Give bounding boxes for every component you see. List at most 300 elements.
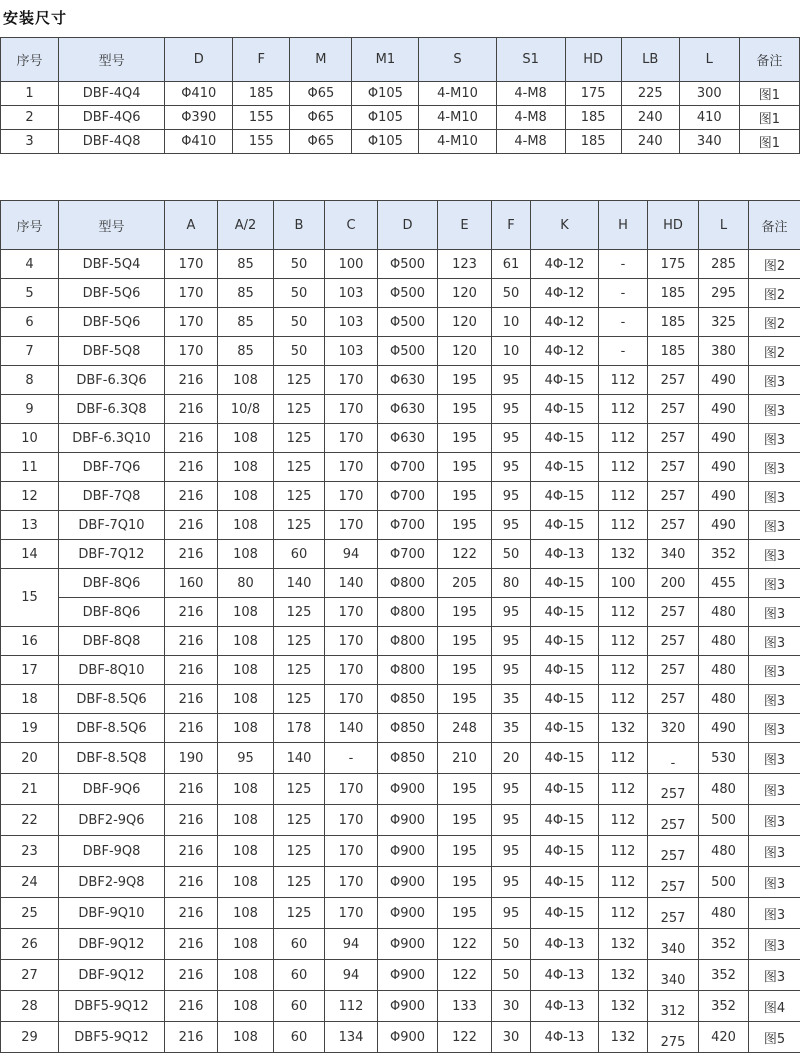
table-cell: 170 [325, 867, 378, 898]
table-row [1, 627, 800, 656]
table-cell: 30 [492, 991, 531, 1022]
table-cell: 4-M8 [496, 130, 565, 154]
table-cell: 94 [325, 960, 378, 991]
column-header: LB [621, 38, 679, 82]
table-cell: 1 [1, 82, 59, 106]
table-row [1, 482, 800, 511]
table-cell: 图3 [749, 960, 800, 991]
table-cell: 170 [165, 250, 218, 279]
table-cell: Φ900 [378, 867, 438, 898]
table-cell: 图3 [749, 685, 800, 714]
table-cell: 257 [648, 511, 699, 540]
table-cell: 50 [274, 250, 325, 279]
table-cell: 216 [165, 511, 218, 540]
table-cell: 257 [648, 598, 699, 627]
table-cell: 95 [492, 898, 531, 929]
table-cell: 123 [438, 250, 492, 279]
table-cell: 490 [699, 511, 749, 540]
table-cell: 257 [648, 898, 699, 929]
table-cell: 29 [1, 1022, 59, 1053]
table-cell: 275 [648, 1022, 699, 1053]
table-cell: 112 [599, 774, 648, 805]
table-cell: Φ65 [290, 130, 352, 154]
table-cell: 216 [165, 482, 218, 511]
table-cell: 185 [648, 308, 699, 337]
table-cell: Φ630 [378, 395, 438, 424]
table-cell: 175 [648, 250, 699, 279]
table-cell: 175 [565, 82, 621, 106]
table-cell: 95 [492, 836, 531, 867]
table-cell: 85 [218, 250, 274, 279]
table-row [1, 929, 800, 960]
table-cell: Φ700 [378, 453, 438, 482]
table-cell: 195 [438, 366, 492, 395]
table-cell: 108 [218, 656, 274, 685]
table-cell: 122 [438, 540, 492, 569]
table-cell: Φ900 [378, 836, 438, 867]
table-cell: Φ900 [378, 1022, 438, 1053]
column-header: S1 [496, 38, 565, 82]
table-cell: 216 [165, 424, 218, 453]
table-cell: 4Φ-15 [531, 685, 599, 714]
table-cell: Φ105 [352, 130, 419, 154]
table-cell: 480 [699, 627, 749, 656]
table-cell: 22 [1, 805, 59, 836]
table-cell: 455 [699, 569, 749, 598]
table-cell: 216 [165, 991, 218, 1022]
table-cell: 108 [218, 774, 274, 805]
table-cell: 4Φ-13 [531, 960, 599, 991]
table-cell: 132 [599, 540, 648, 569]
table-row [1, 337, 800, 366]
table-cell: 图4 [749, 991, 800, 1022]
table-cell: 170 [325, 627, 378, 656]
table-cell: 195 [438, 424, 492, 453]
table-cell: DBF2-9Q6 [59, 805, 165, 836]
table-cell: Φ700 [378, 511, 438, 540]
table-cell: 125 [274, 627, 325, 656]
table-row [1, 960, 800, 991]
table-cell: DBF-9Q12 [59, 960, 165, 991]
table-cell: 108 [218, 511, 274, 540]
dimensions-table-2 [0, 200, 800, 1053]
table-cell: 140 [274, 569, 325, 598]
table-cell: 108 [218, 991, 274, 1022]
table-cell: 4Φ-15 [531, 598, 599, 627]
table-cell: 7 [1, 337, 59, 366]
table-row [1, 395, 800, 424]
table-cell: - [325, 743, 378, 774]
table-cell: 295 [699, 279, 749, 308]
table-cell: 60 [274, 540, 325, 569]
table-cell: 图3 [749, 805, 800, 836]
table-cell: Φ900 [378, 898, 438, 929]
table-cell: 11 [1, 453, 59, 482]
table-cell: 195 [438, 511, 492, 540]
table-cell: 352 [699, 991, 749, 1022]
table-cell: 108 [218, 1022, 274, 1053]
table-cell: 170 [325, 395, 378, 424]
table-cell: 125 [274, 424, 325, 453]
table-cell: 216 [165, 627, 218, 656]
table-cell: Φ500 [378, 279, 438, 308]
table-cell: 28 [1, 991, 59, 1022]
table-cell: 108 [218, 929, 274, 960]
table-cell: 185 [648, 337, 699, 366]
table-cell: 108 [218, 867, 274, 898]
table-cell: 图3 [749, 867, 800, 898]
table-cell: 23 [1, 836, 59, 867]
table-cell: DBF-6.3Q6 [59, 366, 165, 395]
table-cell: 3 [1, 130, 59, 154]
table-cell: 25 [1, 898, 59, 929]
table-cell: Φ410 [165, 82, 233, 106]
table-cell: 24 [1, 867, 59, 898]
table-cell: 178 [274, 714, 325, 743]
table-cell: 195 [438, 656, 492, 685]
table-cell: 图3 [749, 898, 800, 929]
table-cell: 120 [438, 337, 492, 366]
table-row [1, 1022, 800, 1053]
column-header: 备注 [749, 201, 800, 250]
table-cell: 图3 [749, 929, 800, 960]
table-cell: 140 [325, 569, 378, 598]
table-cell: 8 [1, 366, 59, 395]
table-cell: 112 [599, 453, 648, 482]
table-row [1, 424, 800, 453]
table-cell: 图3 [749, 453, 800, 482]
table-cell: 4Φ-13 [531, 540, 599, 569]
table-cell: 170 [325, 424, 378, 453]
table-cell: 132 [599, 991, 648, 1022]
table-cell: DBF-8Q6 [59, 569, 165, 598]
column-header: H [599, 201, 648, 250]
column-header: F [492, 201, 531, 250]
column-header: D [378, 201, 438, 250]
table-cell: DBF5-9Q12 [59, 991, 165, 1022]
table-cell: 170 [325, 836, 378, 867]
table-cell: 125 [274, 805, 325, 836]
column-header: L [679, 38, 739, 82]
table-cell: DBF-5Q6 [59, 308, 165, 337]
table-cell: 50 [492, 960, 531, 991]
table-cell: 185 [565, 130, 621, 154]
table-cell: 14 [1, 540, 59, 569]
table-cell: 图2 [749, 337, 800, 366]
table-cell: 26 [1, 929, 59, 960]
table-cell: 4Φ-12 [531, 308, 599, 337]
table-cell: Φ900 [378, 960, 438, 991]
table-cell: 195 [438, 453, 492, 482]
column-header: C [325, 201, 378, 250]
table-cell: 125 [274, 395, 325, 424]
table-cell: 95 [492, 774, 531, 805]
table-cell: 132 [599, 929, 648, 960]
table-cell: 4Φ-15 [531, 743, 599, 774]
table-cell: 95 [492, 366, 531, 395]
table-cell: 112 [599, 424, 648, 453]
table-cell: 图3 [749, 598, 800, 627]
column-header: L [699, 201, 749, 250]
table-cell: 4-M10 [419, 106, 496, 130]
table-cell: Φ390 [165, 106, 233, 130]
table-cell: 140 [274, 743, 325, 774]
table-cell: 216 [165, 805, 218, 836]
table-cell: 图1 [739, 106, 799, 130]
table-cell: 103 [325, 279, 378, 308]
table-cell: 112 [599, 482, 648, 511]
table-cell: 112 [599, 366, 648, 395]
table-cell: 图3 [749, 540, 800, 569]
table-cell: Φ900 [378, 929, 438, 960]
table-cell: 15 [1, 569, 59, 627]
column-header: HD [565, 38, 621, 82]
table-cell: 132 [599, 714, 648, 743]
table-row [1, 540, 800, 569]
table-cell: 380 [699, 337, 749, 366]
table-cell: 490 [699, 453, 749, 482]
table-cell: 125 [274, 366, 325, 395]
table-cell: 257 [648, 685, 699, 714]
column-header: E [438, 201, 492, 250]
table-cell: Φ500 [378, 308, 438, 337]
table-cell: 195 [438, 482, 492, 511]
column-header: B [274, 201, 325, 250]
table-cell: 35 [492, 685, 531, 714]
table-cell: Φ630 [378, 366, 438, 395]
table-cell: DBF2-9Q8 [59, 867, 165, 898]
table-cell: 112 [599, 598, 648, 627]
table-cell: 4Φ-15 [531, 424, 599, 453]
table-header-row [1, 201, 800, 250]
table-cell: 50 [274, 308, 325, 337]
table-cell: 340 [648, 929, 699, 960]
table-cell: 480 [699, 598, 749, 627]
table-cell: DBF-7Q10 [59, 511, 165, 540]
table-cell: 112 [599, 627, 648, 656]
table-cell: 4Φ-15 [531, 569, 599, 598]
table-cell: 112 [599, 511, 648, 540]
table-cell: 216 [165, 656, 218, 685]
table-cell: 216 [165, 836, 218, 867]
table-cell: 95 [492, 424, 531, 453]
table-cell: 257 [648, 867, 699, 898]
table-cell: 240 [621, 130, 679, 154]
table-cell: 94 [325, 540, 378, 569]
table-cell: DBF-8Q6 [59, 598, 165, 627]
table-cell: 480 [699, 898, 749, 929]
table-cell: 480 [699, 836, 749, 867]
table-cell: 10 [492, 337, 531, 366]
table-cell: 170 [325, 366, 378, 395]
table-cell: 490 [699, 366, 749, 395]
table-cell: 4Φ-15 [531, 867, 599, 898]
table-cell: 257 [648, 453, 699, 482]
table-cell: 100 [325, 250, 378, 279]
table-cell: 85 [218, 337, 274, 366]
table-cell: 108 [218, 482, 274, 511]
table-cell: 图3 [749, 482, 800, 511]
table-cell: Φ800 [378, 656, 438, 685]
table-cell: 图3 [749, 627, 800, 656]
table-cell: Φ900 [378, 805, 438, 836]
table-cell: DBF5-9Q12 [59, 1022, 165, 1053]
table-cell: 4Φ-15 [531, 714, 599, 743]
table-cell: 125 [274, 511, 325, 540]
column-header: 型号 [59, 38, 165, 82]
table-cell: DBF-9Q12 [59, 929, 165, 960]
column-header: 序号 [1, 38, 59, 82]
table-cell: DBF-8.5Q6 [59, 714, 165, 743]
table-cell: 170 [325, 598, 378, 627]
table-cell: 170 [325, 898, 378, 929]
table-cell: 图3 [749, 424, 800, 453]
table-cell: 13 [1, 511, 59, 540]
table-cell: 95 [492, 482, 531, 511]
table-cell: Φ65 [290, 82, 352, 106]
table-cell: 4-M10 [419, 130, 496, 154]
table-cell: 10 [492, 308, 531, 337]
table-cell: 352 [699, 929, 749, 960]
table-cell: DBF-9Q6 [59, 774, 165, 805]
table-cell: 95 [492, 656, 531, 685]
table-cell: 95 [492, 453, 531, 482]
table-cell: DBF-4Q8 [59, 130, 165, 154]
table-cell: 132 [599, 1022, 648, 1053]
table-row [1, 898, 800, 929]
table-cell: 170 [165, 279, 218, 308]
table-cell: 122 [438, 929, 492, 960]
table-cell: 9 [1, 395, 59, 424]
table-cell: 108 [218, 836, 274, 867]
table-cell: 155 [233, 130, 290, 154]
table-cell: 195 [438, 685, 492, 714]
table-cell: 27 [1, 960, 59, 991]
table-cell: 12 [1, 482, 59, 511]
table-cell: 325 [699, 308, 749, 337]
table-cell: Φ105 [352, 82, 419, 106]
table-cell: 160 [165, 569, 218, 598]
table-cell: 19 [1, 714, 59, 743]
table-cell: 图3 [749, 774, 800, 805]
table-cell: DBF-8Q8 [59, 627, 165, 656]
table-cell: Φ500 [378, 337, 438, 366]
column-header: M [290, 38, 352, 82]
table-cell: 216 [165, 540, 218, 569]
table-cell: 图3 [749, 395, 800, 424]
table-header-row [1, 38, 800, 82]
table-cell: - [599, 250, 648, 279]
table-cell: 112 [599, 743, 648, 774]
table-cell: 185 [233, 82, 290, 106]
table-cell: 240 [621, 106, 679, 130]
column-header: D [165, 38, 233, 82]
table-cell: 4Φ-12 [531, 279, 599, 308]
table-cell: 18 [1, 685, 59, 714]
table-cell: Φ800 [378, 569, 438, 598]
table-cell: 60 [274, 929, 325, 960]
table-cell: 95 [492, 805, 531, 836]
table-cell: 30 [492, 1022, 531, 1053]
table-cell: 2 [1, 106, 59, 130]
table-cell: 108 [218, 714, 274, 743]
table-cell: DBF-6.3Q8 [59, 395, 165, 424]
table-cell: 10 [1, 424, 59, 453]
table-cell: 195 [438, 836, 492, 867]
column-header: M1 [352, 38, 419, 82]
table-cell: 257 [648, 366, 699, 395]
table-row [1, 279, 800, 308]
table-cell: 170 [325, 482, 378, 511]
table-cell: 图3 [749, 714, 800, 743]
table-cell: 195 [438, 598, 492, 627]
table-row [1, 714, 800, 743]
table-cell: 108 [218, 453, 274, 482]
table-cell: 图1 [739, 82, 799, 106]
table-cell: 80 [218, 569, 274, 598]
table-cell: 20 [1, 743, 59, 774]
table-cell: Φ410 [165, 130, 233, 154]
table-cell: 257 [648, 627, 699, 656]
table-cell: 122 [438, 1022, 492, 1053]
table-cell: Φ700 [378, 540, 438, 569]
table-cell: 225 [621, 82, 679, 106]
table-cell: 4 [1, 250, 59, 279]
table-cell: - [599, 279, 648, 308]
table-cell: Φ500 [378, 250, 438, 279]
table-row [1, 82, 800, 106]
table-cell: 图5 [749, 1022, 800, 1053]
column-header: A/2 [218, 201, 274, 250]
table-cell: 500 [699, 867, 749, 898]
table-cell: 95 [218, 743, 274, 774]
table-cell: 108 [218, 960, 274, 991]
table-row [1, 453, 800, 482]
table-cell: 340 [679, 130, 739, 154]
table-cell: 312 [648, 991, 699, 1022]
table-cell: 132 [599, 960, 648, 991]
table-cell: 120 [438, 279, 492, 308]
table-cell: Φ900 [378, 991, 438, 1022]
table-cell: 4Φ-12 [531, 250, 599, 279]
table-cell: 125 [274, 482, 325, 511]
table-cell: 490 [699, 482, 749, 511]
table-cell: Φ850 [378, 714, 438, 743]
table-cell: 257 [648, 805, 699, 836]
table-cell: 216 [165, 867, 218, 898]
table-row [1, 867, 800, 898]
table-cell: 60 [274, 960, 325, 991]
table-cell: DBF-8.5Q8 [59, 743, 165, 774]
column-header: F [233, 38, 290, 82]
table-cell: 50 [492, 929, 531, 960]
table-cell: DBF-9Q8 [59, 836, 165, 867]
table-cell: 4Φ-13 [531, 991, 599, 1022]
table-cell: 216 [165, 598, 218, 627]
table-cell: 216 [165, 960, 218, 991]
table-row [1, 991, 800, 1022]
table-cell: 257 [648, 836, 699, 867]
table-cell: 190 [165, 743, 218, 774]
table-cell: 205 [438, 569, 492, 598]
table-cell: 134 [325, 1022, 378, 1053]
table-cell: Φ800 [378, 598, 438, 627]
table-cell: 50 [274, 337, 325, 366]
table-cell: 216 [165, 714, 218, 743]
table-row [1, 805, 800, 836]
column-header: A [165, 201, 218, 250]
table-cell: 35 [492, 714, 531, 743]
